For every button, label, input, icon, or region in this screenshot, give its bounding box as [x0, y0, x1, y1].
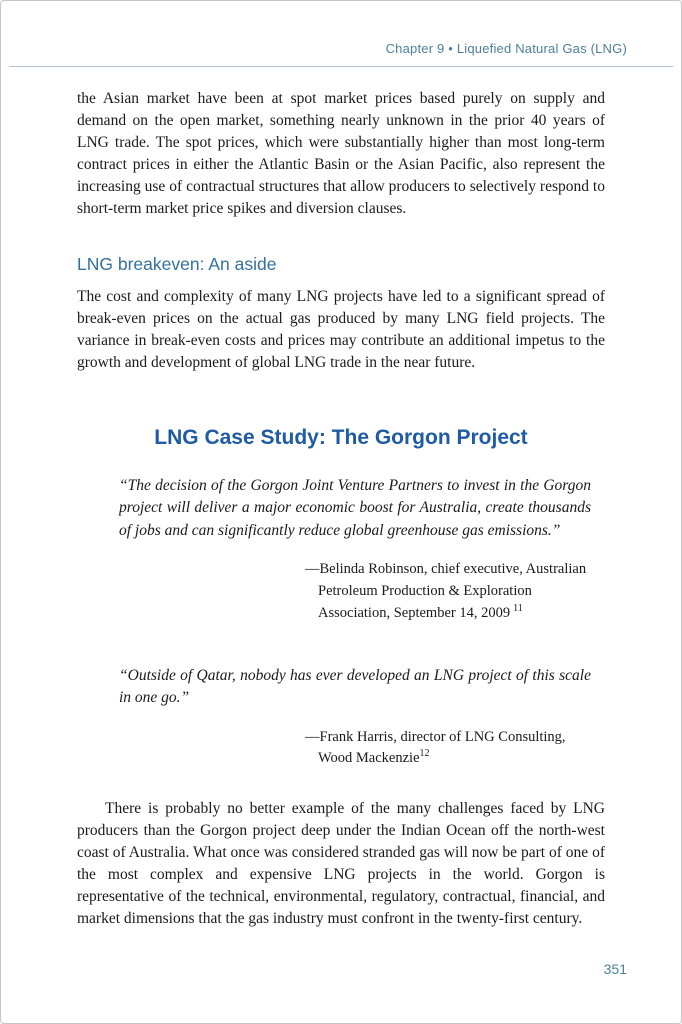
- attribution-line: [318, 603, 605, 625]
- attribution-line-text: Association, September 14, 2009: [318, 604, 511, 621]
- paragraph-spot-market: the Asian market have been at spot market prices based purely on supply and demand on the open market, something nearly unknown in the prior 40 years of LNG trade. The spot prices, which were substantially higher than most long-term contract prices in either the Atlantic Basin or the Asian Pacific, also represent the increasing use of contractual structures that allow producers to selectively respond to short-term market price spikes and diversion clauses.: [77, 90, 605, 217]
- paragraph-gorgon-challenges: There is probably no better example of the many challenges faced by LNG producers than the Gorgon project deep under the Indian Ocean off the north-west coast of Australia. What once was considered stranded gas will now be part of one of the most complex and expensive LNG projects in the world. Gorgon is representative of the technical, environmental, regulatory, contractual, financial, and market dimensions that the gas industry must confront in the twenty-first century.: [77, 800, 605, 928]
- quote-frank-harris: “Outside of Qatar, nobody has ever developed an LNG project of this scale in one go.”: [119, 666, 591, 707]
- footnote-marker-12: 12: [419, 748, 430, 760]
- attribution-line: —Belinda Robinson, chief executive, Australian: [305, 561, 587, 578]
- attribution-line-text: Wood Mackenzie: [318, 750, 420, 767]
- attribution-belinda-robinson: [305, 559, 605, 624]
- section-heading-lng-breakeven: LNG breakeven: An aside: [77, 254, 277, 274]
- attribution-line: —Frank Harris, director of LNG Consulting,: [305, 728, 566, 745]
- page-content: [1, 88, 681, 930]
- quote-belinda-robinson: “The decision of the Gorgon Joint Venture Partners to invest in the Gorgon project will deliver a major economic boost for Australia, create thousands of jobs and can significantly reduce global greenhouse gas emissions.”: [119, 477, 591, 539]
- page-number: 351: [603, 961, 627, 977]
- paragraph-breakeven: The cost and complexity of many LNG projects have led to a significant spread of break-even prices on the actual gas produced by many LNG field projects. The variance in break-even costs and prices may contribute an additional impetus to the growth and development of global LNG trade in the near future.: [77, 288, 605, 371]
- case-study-title: LNG Case Study: The Gorgon Project: [154, 426, 528, 449]
- attribution-line: [318, 748, 605, 770]
- footnote-marker-11: 11: [513, 603, 523, 615]
- attribution-frank-harris: [305, 727, 605, 771]
- attribution-line: Petroleum Production & Exploration: [318, 583, 532, 600]
- running-header: Chapter 9 • Liquefied Natural Gas (LNG): [9, 41, 673, 67]
